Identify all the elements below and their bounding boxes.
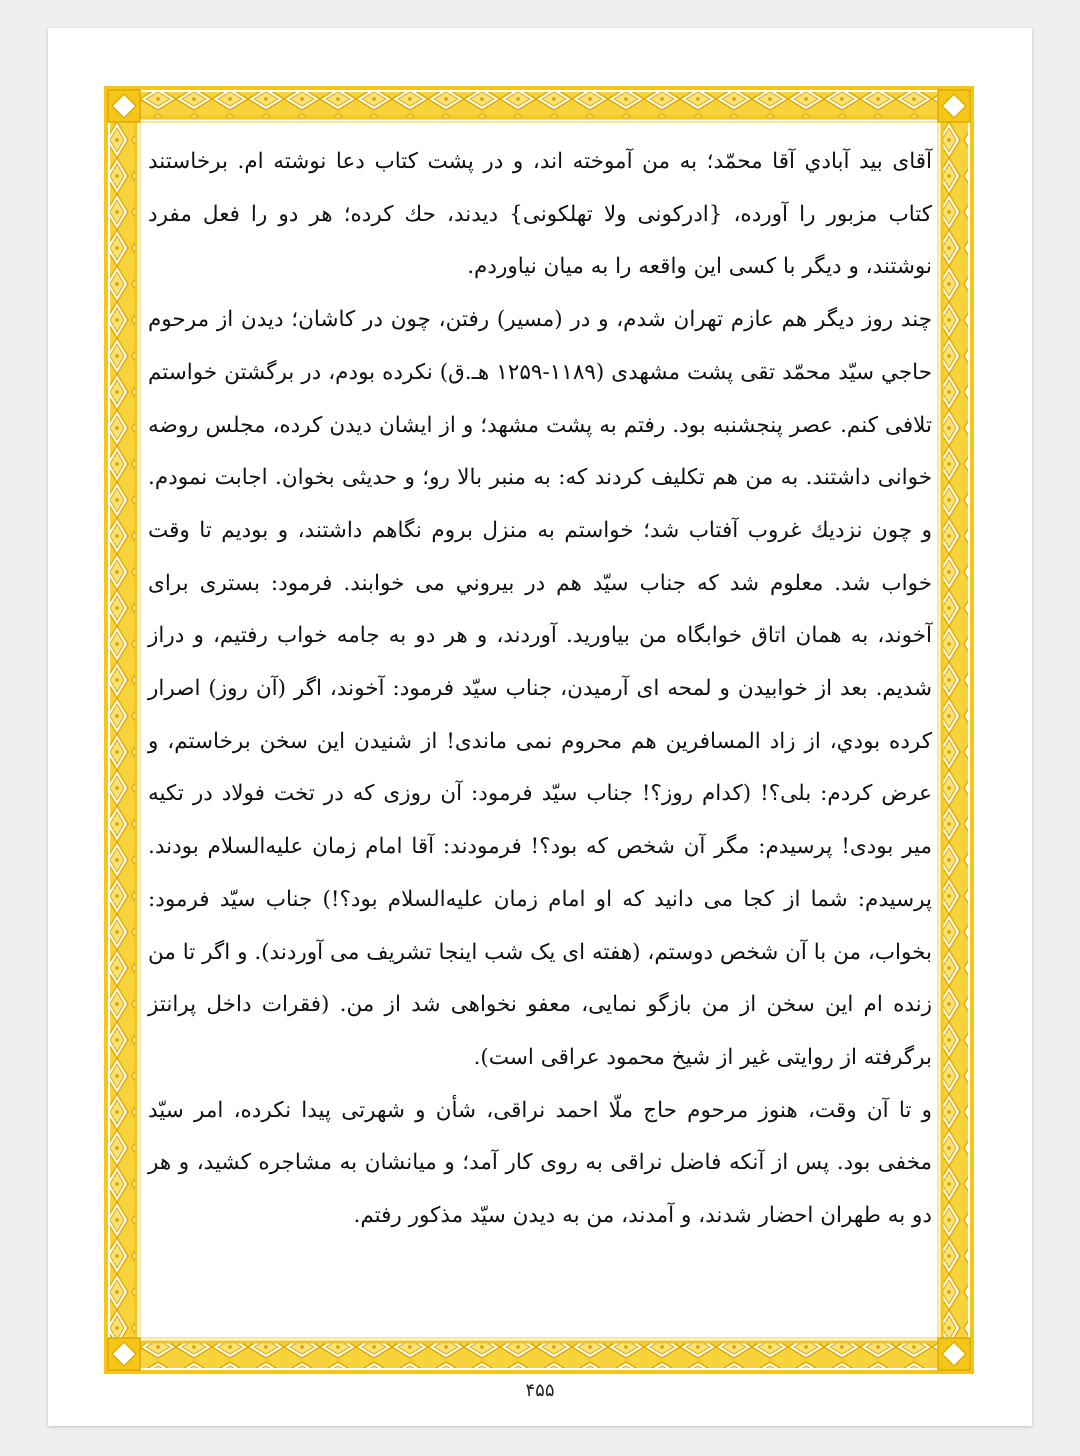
document-page — [48, 28, 1032, 1426]
paragraph-2: چند روز دیگر هم عازم تهران شدم، و در (مسیر) رفتن، چون در کاشان؛ دیدن از مرحوم حاجي سیّد محمّد تقی پشت مشهدی (۱۱۸۹-۱۲۵۹ هـ.ق) نکرده بودم، در برگشتن خواستم تلافی کنم. عصر پنجشنبه بود. رفتم به پشت مشهد؛ و از ایشان دیدن کرده، مجلس روضه خوانی داشتند. به من هم تکلیف کردند که: به منبر بالا رو؛ و حدیثی بخوان. اجابت نمودم. و چون نزدیك غروب آفتاب شد؛ خواستم به منزل بروم نگاهم داشتند، و بودیم تا وقت خواب شد. معلوم شد که جناب سیّد هم در بیروني می خوابند. فرمود: بستری برای آخوند، به همان اتاق خوابگاه من بیاورید. آوردند، و هر دو به جامه خواب رفتیم، و دراز شدیم. بعد از خوابیدن و لمحه ای آرمیدن، جناب سیّد فرمود: آخوند، اگر (آن روز) اصرار کرده بودي، از زاد المسافرین هم محروم نمی ماندی! از شنیدن این سخن برخاستم، و عرض کردم: بلی؟! (کدام روز؟! جناب سیّد فرمود: آن روزی که در تخت فولاد در تکیه میر بودی! پرسیدم: مگر آن شخص که بود؟! فرمودند: آقا امام زمان علیه‌السلام بودند. پرسیدم: شما از کجا می دانید که او امام زمان علیه‌السلام بود؟!) جناب سیّد فرمود: بخواب، من با آن شخص دوستم، (هفته ای یک شب اینجا تشریف می آوردند). و اگر تا من زنده ام این سخن از من بازگو نمایی، معفو نخواهی شد از من. (فقرات داخل پرانتز برگرفته از روایتی غیر از شیخ محمود عراقی است). — [148, 307, 933, 1070]
main-text — [148, 136, 932, 1243]
decorative-border-frame — [104, 86, 974, 1374]
page-number: ۴۵۵ — [525, 1380, 555, 1401]
paragraph-1: آقای بید آبادي آقا محمّد؛ به من آموخته اند، و در پشت کتاب دعا نوشته ام. برخاستند کتاب مزبور را آورده، {ادرکونی ولا تهلکونی} دیدند، حك کرده؛ هر دو را فعل مفرد نوشتند، و دیگر با کسی این واقعه را به میان نیاوردم. — [148, 149, 932, 280]
paragraph-3: و تا آن وقت، هنوز مرحوم حاج ملّا احمد نراقی، شأن و شهرتی پیدا نکرده، امر سیّد مخفی بود. پس از آنکه فاضل نراقی به روی کار آمد؛ و میانشان به مشاجره کشید، و هر دو به طهران احضار شدند، و آمدند، من به دیدن سیّد مذکور رفتم. — [148, 1097, 932, 1229]
